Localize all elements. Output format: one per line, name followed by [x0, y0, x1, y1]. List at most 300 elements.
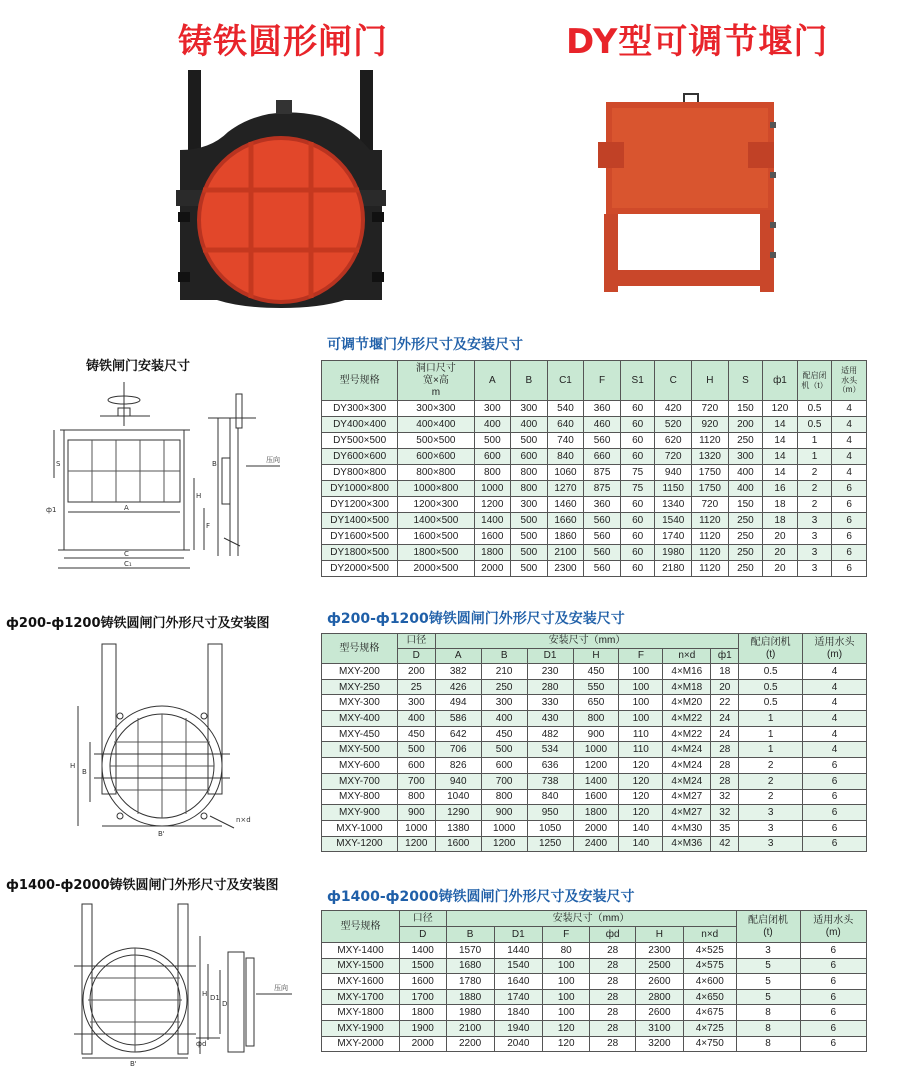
table-row	[322, 513, 867, 529]
table-cell: 6	[803, 805, 867, 821]
table-cell: 600	[397, 758, 435, 774]
table-cell: 6	[832, 561, 867, 577]
column-header: B	[511, 361, 548, 401]
table-cell: 6	[800, 1005, 867, 1021]
table-cell: 300	[481, 695, 527, 711]
column-header: H	[635, 927, 683, 943]
column-header: D	[400, 927, 446, 943]
table-cell: 1200	[397, 836, 435, 852]
table-cell: 4×M30	[663, 820, 711, 836]
small-spec-table	[321, 633, 867, 852]
weir-gate-photo	[592, 92, 787, 292]
table-cell: 500	[511, 545, 548, 561]
table-cell: 560	[584, 433, 621, 449]
table-row	[322, 773, 867, 789]
column-header: ф1	[763, 361, 798, 401]
table-cell: 800	[481, 789, 527, 805]
table-cell: 200	[397, 664, 435, 680]
table-cell: MXY-200	[322, 664, 398, 680]
table-cell: 2	[739, 789, 803, 805]
table-cell: 1340	[655, 497, 692, 513]
table-row	[322, 433, 867, 449]
table-cell: 642	[435, 726, 481, 742]
table-row	[322, 1036, 867, 1052]
table-cell: 600	[481, 758, 527, 774]
table-cell: 6	[832, 529, 867, 545]
table-cell: 28	[590, 958, 635, 974]
table-cell: 550	[573, 679, 619, 695]
table-cell: 4×675	[684, 1005, 736, 1021]
column-header: C	[655, 361, 692, 401]
table-cell: 100	[542, 989, 590, 1005]
table-cell: 1680	[446, 958, 494, 974]
table-cell: 900	[573, 726, 619, 742]
large-h-install: 安装尺寸（mm）	[446, 911, 736, 927]
table-cell: 2	[797, 497, 832, 513]
column-header: фd	[590, 927, 635, 943]
table-cell: MXY-250	[322, 679, 398, 695]
table-cell: 120	[619, 789, 663, 805]
table-cell: 4	[803, 711, 867, 727]
table-cell: MXY-500	[322, 742, 398, 758]
table-cell: 1000	[397, 820, 435, 836]
table-row	[322, 1020, 867, 1036]
table-cell: 534	[527, 742, 573, 758]
table-cell: 250	[481, 679, 527, 695]
table-cell: 6	[832, 545, 867, 561]
table-cell: DY400×400	[322, 417, 398, 433]
dim-f: F	[206, 522, 211, 530]
table-cell: 920	[692, 417, 729, 433]
install-drawing-caption: 铸铁闸门安装尺寸	[86, 359, 191, 374]
table-cell: MXY-1600	[322, 974, 400, 990]
table-cell: 400×400	[398, 417, 474, 433]
column-header: C1	[547, 361, 584, 401]
table-cell: 700	[397, 773, 435, 789]
column-header: H	[692, 361, 729, 401]
table-cell: 450	[573, 664, 619, 680]
table-cell: 4	[832, 465, 867, 481]
table-row	[322, 1005, 867, 1021]
column-header: F	[542, 927, 590, 943]
table-cell: 210	[481, 664, 527, 680]
table-cell: 826	[435, 758, 481, 774]
table-cell: 6	[832, 481, 867, 497]
table-cell: 500	[511, 561, 548, 577]
table-cell: 1050	[527, 820, 573, 836]
table-cell: 1600	[573, 789, 619, 805]
table-cell: 1860	[547, 529, 584, 545]
table-cell: 1540	[655, 513, 692, 529]
table-cell: 4	[832, 449, 867, 465]
table-cell: MXY-1700	[322, 989, 400, 1005]
table-cell: DY1400×500	[322, 513, 398, 529]
table-cell: 900	[481, 805, 527, 821]
table-cell: MXY-1900	[322, 1020, 400, 1036]
table-cell: 2400	[573, 836, 619, 852]
table-cell: 1250	[527, 836, 573, 852]
table-cell: 500×500	[398, 433, 474, 449]
table-cell: 2300	[635, 943, 683, 959]
table-cell: 1400	[573, 773, 619, 789]
table-cell: 28	[590, 1005, 635, 1021]
table-cell: 6	[800, 943, 867, 959]
table-cell: 1440	[494, 943, 542, 959]
table-cell: 4	[832, 433, 867, 449]
table-cell: 300	[511, 401, 548, 417]
table-cell: 22	[711, 695, 739, 711]
large-table-title: ф1400-ф2000铸铁圆闸门外形尺寸及安装尺寸	[327, 889, 635, 905]
table-row	[322, 679, 867, 695]
table-cell: 800	[573, 711, 619, 727]
table-row	[322, 449, 867, 465]
table-cell: DY1000×800	[322, 481, 398, 497]
table-cell: 460	[584, 417, 621, 433]
table-cell: 14	[763, 417, 798, 433]
small-h-caliber: 口径	[397, 634, 435, 649]
table-cell: 400	[511, 417, 548, 433]
table-cell: 720	[692, 401, 729, 417]
column-header: S1	[620, 361, 655, 401]
table-cell: 250	[728, 433, 763, 449]
table-cell: 1840	[494, 1005, 542, 1021]
table-cell: 28	[590, 989, 635, 1005]
table-cell: 4×M22	[663, 726, 711, 742]
dim-h-2: H	[70, 762, 76, 770]
table-cell: MXY-1500	[322, 958, 400, 974]
column-header: H	[573, 649, 619, 664]
table-cell: DY500×500	[322, 433, 398, 449]
table-cell: 250	[728, 561, 763, 577]
table-cell: 494	[435, 695, 481, 711]
small-h-install: 安装尺寸（mm）	[435, 634, 738, 649]
table-cell: 4×M24	[663, 758, 711, 774]
table-cell: 1000	[481, 820, 527, 836]
table-cell: 500	[481, 742, 527, 758]
table-cell: 120	[542, 1036, 590, 1052]
column-header: D1	[494, 927, 542, 943]
table-cell: 2	[739, 758, 803, 774]
table-cell: 2000×500	[398, 561, 474, 577]
table-cell: 60	[620, 449, 655, 465]
table-cell: 2500	[635, 958, 683, 974]
dim-c: C	[124, 550, 129, 558]
table-cell: 18	[763, 497, 798, 513]
table-cell: 2	[797, 465, 832, 481]
table-cell: 800×800	[398, 465, 474, 481]
dim-c1: C₁	[124, 560, 132, 568]
table-cell: 1460	[547, 497, 584, 513]
right-product-title: DY型可调节堰门	[566, 22, 829, 62]
table-cell: 120	[619, 758, 663, 774]
table-cell: 1060	[547, 465, 584, 481]
table-cell: 700	[481, 773, 527, 789]
small-h-model: 型号规格	[322, 634, 398, 664]
large-h-head: 适用水头 (m)	[800, 911, 867, 943]
table-cell: 6	[800, 958, 867, 974]
table-cell: 940	[435, 773, 481, 789]
table-cell: 6	[803, 789, 867, 805]
table-cell: 420	[655, 401, 692, 417]
pressure-label-3: 压向	[274, 984, 288, 992]
table-cell: 4×M27	[663, 789, 711, 805]
table-cell: 3	[736, 943, 800, 959]
dim-bprime-3: B'	[130, 1060, 137, 1068]
table-cell: 6	[803, 758, 867, 774]
table-cell: 1200×300	[398, 497, 474, 513]
table-row	[322, 401, 867, 417]
table-cell: 1290	[435, 805, 481, 821]
table-cell: 2180	[655, 561, 692, 577]
table-cell: 500	[511, 433, 548, 449]
table-cell: 636	[527, 758, 573, 774]
table-cell: 28	[590, 943, 635, 959]
column-header: A	[474, 361, 511, 401]
table-cell: 6	[800, 974, 867, 990]
table-cell: 330	[527, 695, 573, 711]
table-row	[322, 561, 867, 577]
table-cell: 0.5	[797, 417, 832, 433]
table-cell: 620	[655, 433, 692, 449]
table-cell: 2600	[635, 974, 683, 990]
table-cell: 1270	[547, 481, 584, 497]
table-cell: 900	[397, 805, 435, 821]
table-cell: 3	[739, 836, 803, 852]
table-cell: 1600×500	[398, 529, 474, 545]
table-cell: 0.5	[739, 664, 803, 680]
table-cell: 500	[511, 529, 548, 545]
table-cell: MXY-1000	[322, 820, 398, 836]
table-cell: 450	[397, 726, 435, 742]
table-cell: 4×M18	[663, 679, 711, 695]
table-cell: 8	[736, 1036, 800, 1052]
table-cell: MXY-450	[322, 726, 398, 742]
table-cell: 1	[797, 449, 832, 465]
table-cell: 1660	[547, 513, 584, 529]
table-row	[322, 726, 867, 742]
round-gate-photo	[170, 62, 392, 312]
table-cell: 520	[655, 417, 692, 433]
table-cell: 1640	[494, 974, 542, 990]
table-cell: 300	[728, 449, 763, 465]
table-cell: 60	[620, 513, 655, 529]
table-cell: 426	[435, 679, 481, 695]
table-cell: 2	[797, 481, 832, 497]
table-cell: 1400×500	[398, 513, 474, 529]
table-cell: 1600	[474, 529, 511, 545]
table-cell: 4×525	[684, 943, 736, 959]
column-header: A	[435, 649, 481, 664]
table-cell: 706	[435, 742, 481, 758]
table-cell: 3	[797, 545, 832, 561]
table-cell: DY300×300	[322, 401, 398, 417]
table-row	[322, 465, 867, 481]
table-cell: 300	[397, 695, 435, 711]
table-cell: 1	[739, 711, 803, 727]
table-cell: 950	[527, 805, 573, 821]
table-cell: 100	[619, 664, 663, 680]
table-cell: 738	[527, 773, 573, 789]
column-header: D	[397, 649, 435, 664]
table-cell: 75	[620, 465, 655, 481]
table-cell: 4×600	[684, 974, 736, 990]
table-cell: 1980	[655, 545, 692, 561]
table-cell: 3	[739, 805, 803, 821]
table-cell: MXY-400	[322, 711, 398, 727]
table-cell: 3100	[635, 1020, 683, 1036]
table-cell: DY1200×300	[322, 497, 398, 513]
table-cell: 60	[620, 529, 655, 545]
column-header: B	[446, 927, 494, 943]
table-cell: MXY-900	[322, 805, 398, 821]
table-cell: 28	[711, 742, 739, 758]
table-cell: 20	[711, 679, 739, 695]
table-cell: 110	[619, 742, 663, 758]
table-cell: 1600	[435, 836, 481, 852]
table-cell: 1000	[474, 481, 511, 497]
table-cell: 6	[803, 773, 867, 789]
table-cell: 1	[797, 433, 832, 449]
table-cell: MXY-700	[322, 773, 398, 789]
table-cell: 1540	[494, 958, 542, 974]
table-cell: 300×300	[398, 401, 474, 417]
large-h-caliber: 口径	[400, 911, 446, 927]
table-cell: MXY-600	[322, 758, 398, 774]
table-cell: 1800	[400, 1005, 446, 1021]
table-cell: DY600×600	[322, 449, 398, 465]
table-cell: 1200	[481, 836, 527, 852]
table-cell: 80	[542, 943, 590, 959]
table-row	[322, 974, 867, 990]
table-cell: 4	[803, 742, 867, 758]
table-cell: 1800	[573, 805, 619, 821]
table-row	[322, 742, 867, 758]
table-cell: 2200	[446, 1036, 494, 1052]
table-cell: 400	[481, 711, 527, 727]
table-cell: 35	[711, 820, 739, 836]
table-cell: 5	[736, 958, 800, 974]
table-cell: 4×M24	[663, 773, 711, 789]
table-cell: 540	[547, 401, 584, 417]
table-cell: 1120	[692, 433, 729, 449]
table-cell: 500	[511, 513, 548, 529]
table-row	[322, 758, 867, 774]
small-round-caption: ф200-ф1200铸铁圆闸门外形尺寸及安装图	[6, 616, 270, 631]
dim-b-2: B	[82, 768, 87, 776]
column-header: F	[619, 649, 663, 664]
table-cell: MXY-1400	[322, 943, 400, 959]
table-cell: 1740	[494, 989, 542, 1005]
table-cell: 250	[728, 529, 763, 545]
table-row	[322, 529, 867, 545]
table-cell: 20	[763, 545, 798, 561]
table-cell: 2100	[547, 545, 584, 561]
table-cell: 2040	[494, 1036, 542, 1052]
table-cell: 3200	[635, 1036, 683, 1052]
table-cell: 120	[542, 1020, 590, 1036]
dim-h-3: H	[202, 990, 208, 998]
table-cell: 560	[584, 513, 621, 529]
table-cell: 360	[584, 497, 621, 513]
small-table-title: ф200-ф1200铸铁圆闸门外形尺寸及安装尺寸	[327, 611, 625, 627]
table-cell: 60	[620, 433, 655, 449]
table-row	[322, 481, 867, 497]
table-cell: 6	[800, 1020, 867, 1036]
table-cell: 1150	[655, 481, 692, 497]
table-cell: 4×M24	[663, 742, 711, 758]
dim-d-3: D	[222, 1000, 228, 1008]
table-cell: 4	[803, 695, 867, 711]
table-cell: 4	[803, 726, 867, 742]
table-cell: 1120	[692, 529, 729, 545]
table-cell: 0.5	[739, 695, 803, 711]
install-drawing	[40, 378, 302, 576]
table-cell: DY800×800	[322, 465, 398, 481]
table-cell: DY1600×500	[322, 529, 398, 545]
table-cell: 500	[397, 742, 435, 758]
table-cell: 3	[797, 513, 832, 529]
table-cell: 32	[711, 789, 739, 805]
table-cell: 500	[474, 433, 511, 449]
table-cell: 42	[711, 836, 739, 852]
table-cell: 4×M27	[663, 805, 711, 821]
table-row	[322, 545, 867, 561]
table-cell: MXY-800	[322, 789, 398, 805]
left-product-title: 铸铁圆形闸门	[178, 22, 388, 62]
large-h-model: 型号规格	[322, 911, 400, 943]
column-header: n×d	[663, 649, 711, 664]
column-header: 洞口尺寸 宽×高 m	[398, 361, 474, 401]
table-row	[322, 958, 867, 974]
table-cell: 150	[728, 401, 763, 417]
table-cell: 14	[763, 449, 798, 465]
table-cell: 360	[584, 401, 621, 417]
table-cell: 28	[590, 1036, 635, 1052]
table-cell: 300	[511, 497, 548, 513]
small-round-drawing	[60, 632, 310, 842]
table-cell: 18	[711, 664, 739, 680]
table-row	[322, 695, 867, 711]
table-cell: 1740	[655, 529, 692, 545]
table-cell: 1800×500	[398, 545, 474, 561]
table-cell: 4×650	[684, 989, 736, 1005]
dim-a: A	[124, 504, 129, 512]
table-cell: 800	[397, 789, 435, 805]
table-cell: 100	[619, 679, 663, 695]
table-cell: 1320	[692, 449, 729, 465]
table-cell: 6	[803, 820, 867, 836]
dy-table-title: 可调节堰门外形尺寸及安装尺寸	[327, 337, 523, 353]
table-cell: 60	[620, 417, 655, 433]
table-cell: 4×M16	[663, 664, 711, 680]
table-cell: MXY-1200	[322, 836, 398, 852]
table-cell: 28	[590, 974, 635, 990]
table-cell: 3	[797, 529, 832, 545]
table-cell: 586	[435, 711, 481, 727]
table-cell: 3	[739, 820, 803, 836]
column-header: 型号规格	[322, 361, 398, 401]
large-round-drawing	[60, 896, 310, 1068]
table-cell: 100	[542, 1005, 590, 1021]
dim-s: S	[56, 460, 61, 468]
table-cell: 60	[620, 401, 655, 417]
table-cell: 1380	[435, 820, 481, 836]
table-cell: 4×725	[684, 1020, 736, 1036]
table-cell: 100	[542, 974, 590, 990]
table-cell: MXY-300	[322, 695, 398, 711]
table-cell: 430	[527, 711, 573, 727]
table-cell: 75	[620, 481, 655, 497]
